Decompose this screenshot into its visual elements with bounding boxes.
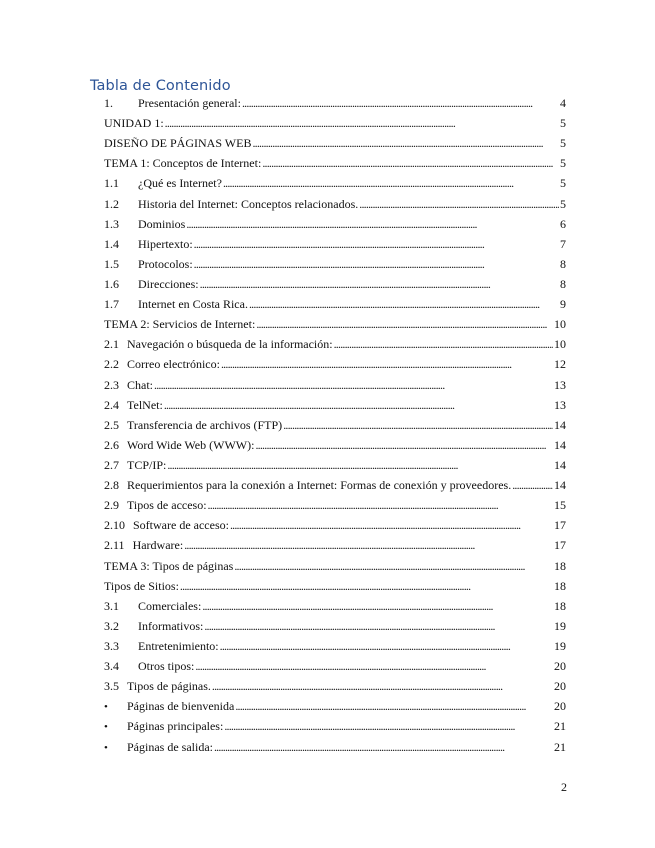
toc-entry-page: 20 bbox=[554, 699, 566, 714]
toc-entry[interactable] bbox=[104, 217, 566, 237]
toc-entry-number: 2.3 bbox=[104, 377, 119, 392]
dot-leader bbox=[223, 176, 559, 191]
toc-entry-number: 1. bbox=[104, 96, 113, 110]
toc-entry-label: TCP/IP: bbox=[127, 457, 167, 472]
toc-entry-page: 18 bbox=[554, 598, 566, 613]
toc-entry[interactable] bbox=[104, 398, 566, 418]
toc-entry-label: TelNet: bbox=[127, 397, 163, 412]
toc-entry-label: Otros tipos: bbox=[138, 659, 195, 674]
toc-entry[interactable] bbox=[104, 679, 566, 699]
toc-entry-number: 2.1 bbox=[104, 337, 119, 352]
toc-entry[interactable] bbox=[104, 297, 566, 317]
toc-entry[interactable] bbox=[104, 579, 566, 599]
bullet-marker: • bbox=[104, 741, 108, 754]
toc-entry-label: Páginas principales: bbox=[127, 719, 224, 734]
toc-entry-number: 1.2 bbox=[104, 196, 119, 211]
dot-leader bbox=[186, 217, 559, 232]
toc-entry-label: Hardware: bbox=[132, 538, 184, 553]
toc-entry-label: Hipertexto: bbox=[138, 236, 193, 251]
toc-entry-page: 18 bbox=[554, 578, 566, 593]
toc-entry-label: Tipos de acceso: bbox=[127, 498, 207, 513]
toc-entry-page: 5 bbox=[560, 196, 566, 211]
toc-entry-label: Transferencia de archivos (FTP) bbox=[127, 417, 283, 432]
dot-leader bbox=[204, 619, 553, 634]
toc-entry-number: 3.4 bbox=[104, 659, 119, 674]
toc-entry-number: 2.5 bbox=[104, 417, 119, 432]
toc-entry-number: 2.8 bbox=[104, 478, 119, 493]
toc-entry-label: Internet en Costa Rica. bbox=[138, 297, 248, 312]
toc-entry-label: Historia del Internet: Conceptos relacionados. bbox=[138, 196, 359, 211]
dot-leader bbox=[224, 719, 553, 734]
toc-entry-page: 4 bbox=[560, 96, 566, 110]
toc-entry[interactable] bbox=[104, 740, 566, 760]
dot-leader bbox=[283, 418, 553, 433]
toc-entry-page: 14 bbox=[554, 457, 566, 472]
toc-entry-number: 2.7 bbox=[104, 457, 119, 472]
toc-entry-page: 10 bbox=[554, 317, 566, 332]
dot-leader bbox=[220, 639, 553, 654]
toc-entry-page: 7 bbox=[560, 236, 566, 251]
dot-leader bbox=[359, 197, 559, 212]
toc-entry-label: Protocolos: bbox=[138, 256, 193, 271]
toc-entry[interactable] bbox=[104, 619, 566, 639]
toc-entry[interactable] bbox=[104, 719, 566, 739]
dot-leader bbox=[512, 478, 553, 493]
dot-leader bbox=[200, 277, 559, 292]
toc-entry-page: 14 bbox=[554, 437, 566, 452]
toc-entry-label: Tipos de páginas. bbox=[127, 679, 211, 694]
toc-entry-page: 6 bbox=[560, 216, 566, 231]
toc-entry-page: 8 bbox=[560, 256, 566, 271]
toc-entry[interactable] bbox=[104, 156, 566, 176]
toc-entry-number: 2.11 bbox=[104, 538, 125, 553]
toc-entry-number: 2.9 bbox=[104, 498, 119, 513]
dot-leader bbox=[230, 518, 553, 533]
dot-leader bbox=[167, 458, 553, 473]
toc-entry[interactable] bbox=[104, 357, 566, 377]
toc-entry[interactable] bbox=[104, 378, 566, 398]
toc-entry-label: Dominios bbox=[138, 216, 186, 231]
toc-entry[interactable] bbox=[104, 317, 566, 337]
toc-entry[interactable] bbox=[104, 136, 566, 156]
toc-entry-page: 18 bbox=[554, 558, 566, 573]
toc-entry-label: TEMA 1: Conceptos de Internet: bbox=[104, 156, 262, 171]
toc-entry-label: Word Wide Web (WWW): bbox=[127, 437, 255, 452]
dot-leader bbox=[180, 579, 553, 594]
toc-entry-page: 19 bbox=[554, 638, 566, 653]
toc-entry-number: 1.1 bbox=[104, 176, 119, 191]
toc-entry-page: 5 bbox=[560, 176, 566, 191]
toc-entry-page: 5 bbox=[560, 116, 566, 131]
toc-entry[interactable] bbox=[104, 116, 566, 136]
toc-entry-label: Presentación general: bbox=[138, 96, 241, 110]
toc-entry[interactable] bbox=[104, 277, 566, 297]
dot-leader bbox=[235, 699, 553, 714]
toc-entry-label: Navegación o búsqueda de la información: bbox=[127, 337, 333, 352]
toc-entry-page: 17 bbox=[554, 538, 566, 553]
toc-entry-number: 1.7 bbox=[104, 297, 119, 312]
toc-entry-page: 14 bbox=[554, 478, 566, 493]
dot-leader bbox=[262, 156, 559, 171]
toc-entry-number: 2.2 bbox=[104, 357, 119, 372]
toc-entry-page: 12 bbox=[554, 357, 566, 372]
dot-leader bbox=[256, 317, 553, 332]
toc-entry-page: 5 bbox=[560, 156, 566, 171]
dot-leader bbox=[195, 659, 553, 674]
toc-entry[interactable] bbox=[104, 458, 566, 478]
toc-entry-label: TEMA 2: Servicios de Internet: bbox=[104, 317, 256, 332]
toc-entry-label: Entretenimiento: bbox=[138, 638, 219, 653]
dot-leader bbox=[154, 378, 553, 393]
toc-entry[interactable] bbox=[104, 237, 566, 257]
toc-list bbox=[104, 96, 566, 760]
toc-entry-label: DISEÑO DE PÁGINAS WEB bbox=[104, 136, 252, 151]
toc-entry[interactable] bbox=[104, 518, 566, 538]
toc-entry-number: 1.4 bbox=[104, 236, 119, 251]
dot-leader bbox=[255, 438, 553, 453]
dot-leader bbox=[221, 357, 553, 372]
bullet-marker: • bbox=[104, 701, 108, 714]
toc-entry-number: 1.5 bbox=[104, 256, 119, 271]
toc-entry-number: 3.3 bbox=[104, 638, 119, 653]
toc-entry-number: 1.6 bbox=[104, 276, 119, 291]
dot-leader bbox=[208, 498, 553, 513]
toc-entry-label: Tipos de Sitios: bbox=[104, 578, 179, 593]
toc-entry-number: 3.2 bbox=[104, 618, 119, 633]
dot-leader bbox=[242, 96, 559, 111]
toc-entry-number: 3.5 bbox=[104, 679, 119, 694]
dot-leader bbox=[252, 136, 559, 151]
toc-entry-page: 20 bbox=[554, 659, 566, 674]
toc-entry[interactable] bbox=[104, 96, 566, 116]
toc-entry[interactable] bbox=[104, 498, 566, 518]
toc-entry-label: Informativos: bbox=[138, 618, 204, 633]
toc-entry[interactable] bbox=[104, 478, 566, 498]
toc-entry-label: Chat: bbox=[127, 377, 153, 392]
toc-entry[interactable] bbox=[104, 699, 566, 719]
toc-entry-label: Direcciones: bbox=[138, 276, 199, 291]
toc-entry-label: Requerimientos para la conexión a Internet: Formas de conexión y proveedores. bbox=[127, 478, 512, 493]
toc-entry-page: 8 bbox=[560, 276, 566, 291]
toc-entry-number: 2.4 bbox=[104, 397, 119, 412]
toc-entry[interactable] bbox=[104, 659, 566, 679]
toc-entry-page: 21 bbox=[554, 719, 566, 734]
toc-entry-page: 21 bbox=[554, 739, 566, 754]
toc-entry[interactable] bbox=[104, 337, 566, 357]
toc-entry[interactable] bbox=[104, 418, 566, 438]
toc-entry-label: UNIDAD 1: bbox=[104, 116, 164, 131]
dot-leader bbox=[202, 599, 553, 614]
toc-entry-page: 9 bbox=[560, 297, 566, 312]
toc-entry[interactable] bbox=[104, 639, 566, 659]
toc-entry[interactable] bbox=[104, 559, 566, 579]
dot-leader bbox=[249, 297, 559, 312]
dot-leader bbox=[164, 398, 553, 413]
toc-entry-page: 14 bbox=[554, 417, 566, 432]
dot-leader bbox=[234, 559, 553, 574]
toc-entry-label: ¿Qué es Internet? bbox=[138, 176, 222, 191]
toc-entry-number: 3.1 bbox=[104, 598, 119, 613]
page-number: 2 bbox=[561, 780, 567, 794]
dot-leader bbox=[334, 337, 553, 352]
toc-entry-page: 17 bbox=[554, 518, 566, 533]
toc-entry-label: TEMA 3: Tipos de páginas bbox=[104, 558, 234, 573]
dot-leader bbox=[212, 679, 553, 694]
toc-entry[interactable] bbox=[104, 197, 566, 217]
toc-entry-label: Páginas de salida: bbox=[127, 739, 213, 754]
toc-entry-label: Correo electrónico: bbox=[127, 357, 220, 372]
toc-entry-page: 10 bbox=[554, 337, 566, 352]
dot-leader bbox=[194, 257, 559, 272]
toc-entry[interactable] bbox=[104, 176, 566, 196]
toc-entry[interactable] bbox=[104, 438, 566, 458]
toc-entry-page: 13 bbox=[554, 397, 566, 412]
toc-entry-label: Comerciales: bbox=[138, 598, 202, 613]
toc-entry-page: 20 bbox=[554, 679, 566, 694]
dot-leader bbox=[194, 237, 559, 252]
toc-entry-label: Páginas de bienvenida bbox=[127, 699, 235, 714]
dot-leader bbox=[165, 116, 559, 131]
dot-leader bbox=[214, 740, 553, 755]
toc-entry-page: 15 bbox=[554, 498, 566, 513]
toc-entry[interactable] bbox=[104, 257, 566, 277]
toc-entry-number: 1.3 bbox=[104, 216, 119, 231]
toc-entry[interactable] bbox=[104, 538, 566, 558]
toc-entry[interactable] bbox=[104, 599, 566, 619]
toc-entry-label: Software de acceso: bbox=[133, 518, 229, 533]
toc-title: Tabla de Contenido bbox=[90, 78, 231, 94]
toc-entry-page: 5 bbox=[560, 136, 566, 151]
toc-entry-number: 2.10 bbox=[104, 518, 125, 533]
toc-entry-page: 19 bbox=[554, 618, 566, 633]
toc-entry-page: 13 bbox=[554, 377, 566, 392]
bullet-marker: • bbox=[104, 721, 108, 734]
dot-leader bbox=[184, 538, 553, 553]
toc-entry-number: 2.6 bbox=[104, 437, 119, 452]
